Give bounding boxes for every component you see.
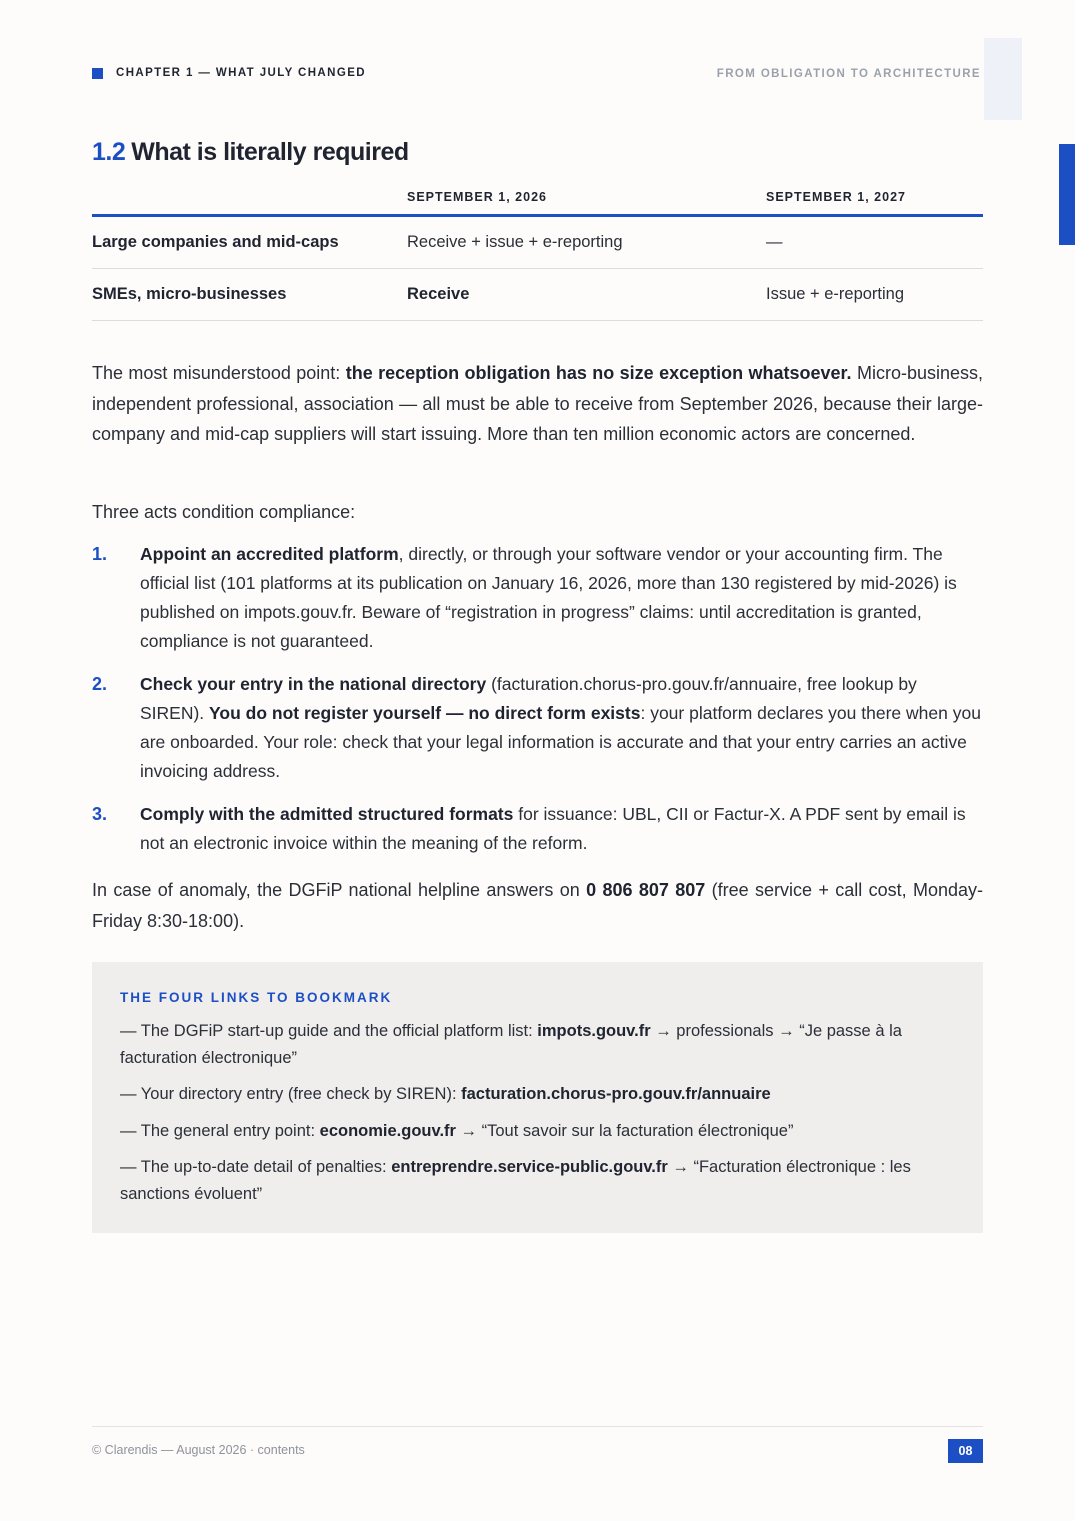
callout-list (120, 1018, 960, 1217)
link-url[interactable]: entreprendre.service-public.gouv.fr (391, 1158, 668, 1176)
list-item-title: Appoint an accredited platform (140, 544, 399, 564)
chapter-marker-square (92, 68, 103, 79)
running-header-right: FROM OBLIGATION TO ARCHITECTURE (716, 68, 981, 80)
link-item-path: → “Facturation électronique : les sanctions évoluent” (120, 1158, 911, 1203)
page-number-badge: 08 (948, 1439, 983, 1463)
section-title: What is literally required (131, 138, 409, 166)
footer-text: © Clarendis — August 2026 · contents (92, 1443, 305, 1457)
link-url[interactable]: economie.gouv.fr (319, 1121, 456, 1140)
links-callout-box (92, 962, 983, 1233)
helpline-rest: (free service + call cost, Monday-Friday 8:30-18:00). (92, 880, 983, 931)
obligations-table (92, 180, 983, 321)
table-cell: Receive + issue + e-reporting (407, 233, 623, 251)
helpline-number: 0 806 807 807 (586, 880, 706, 900)
list-item-text: for issuance: UBL, CII or Factur-X. A PDF sent by email is not an electronic invoice within the meaning of the reform. (140, 804, 966, 853)
section-heading (92, 138, 409, 167)
table-cell: Large companies and mid-caps (92, 233, 339, 251)
link-item (120, 1118, 960, 1145)
running-header-left (92, 67, 366, 79)
table-row (92, 269, 983, 321)
link-item-desc: — The DGFiP start-up guide and the official platform list: (120, 1022, 538, 1040)
chapter-side-tab (1059, 144, 1075, 245)
table-row (92, 217, 983, 269)
helpline-paragraph (92, 875, 983, 936)
table-header-cell: SEPTEMBER 1, 2027 (766, 190, 906, 204)
list-item-text: , directly, or through your software vendor or your accounting firm. The official list (101 platforms at its publication on January 16, 2026, more than 130 registered by mid-2026) is published on impots.gouv.fr. Beware of “registration in progress” claims: until accreditation is granted, compliance is not guaranteed. (140, 544, 957, 651)
intro-paragraph (92, 358, 983, 450)
list-item (92, 670, 983, 786)
link-item-desc: — Your directory entry (free check by SIREN): (120, 1085, 462, 1103)
list-item-title: Check your entry in the national directory (140, 674, 487, 694)
chapter-watermark-shape (984, 38, 1022, 120)
link-item-path: → professionals → “Je passe à la facturation électronique” (120, 1022, 902, 1067)
link-item (120, 1154, 960, 1207)
section-number: 1.2 (92, 138, 126, 166)
list-item-text: : your platform declares you there when you are onboarded. Your role: check that your legal information is accurate and that your entry carries an active invoicing address. (140, 703, 981, 781)
table-cell: — (766, 233, 783, 251)
acts-list (92, 540, 983, 872)
link-url[interactable]: facturation.chorus-pro.gouv.fr/annuaire (461, 1085, 771, 1103)
link-item-desc: — The up-to-date detail of penalties: (120, 1158, 392, 1176)
link-item-desc: — The general entry point: (120, 1121, 320, 1140)
table-cell: Receive (407, 285, 470, 303)
list-item (92, 540, 983, 656)
link-item-path: → “Tout savoir sur la facturation électronique” (455, 1121, 794, 1140)
list-item-text: (facturation.chorus-pro.gouv.fr/annuaire, free lookup by SIREN). (140, 674, 917, 723)
link-url[interactable]: impots.gouv.fr (537, 1022, 651, 1040)
table-header-cell: SEPTEMBER 1, 2026 (407, 190, 547, 204)
list-item-title: Comply with the admitted structured formats (140, 804, 514, 824)
list-item-emphasis: You do not register yourself — no direct form exists (209, 703, 641, 723)
link-item (120, 1018, 960, 1071)
table-cell: SMEs, micro-businesses (92, 285, 287, 303)
link-item (120, 1081, 960, 1108)
helpline-lead: In case of anomaly, the DGFiP national helpline answers on (92, 880, 587, 900)
intro-emphasis: the reception obligation has no size exception whatsoever. (345, 363, 852, 383)
acts-intro: Three acts condition compliance: (92, 502, 356, 522)
table-header-row (92, 180, 983, 217)
intro-rest: Micro-business, independent professional, association — all must be able to receive from September 2026, because their large-company and mid-cap suppliers will start issuing. More than ten million economic actors are concerned. (92, 363, 983, 444)
callout-title: THE FOUR LINKS TO BOOKMARK (120, 990, 393, 1005)
list-item-number: 1. (92, 544, 108, 564)
table-cell: Issue + e-reporting (766, 285, 905, 303)
list-item (92, 800, 983, 858)
list-item-number: 2. (92, 674, 108, 694)
footer-divider (92, 1426, 983, 1427)
chapter-label: CHAPTER 1 — WHAT JULY CHANGED (116, 67, 366, 79)
list-item-number: 3. (92, 804, 108, 824)
intro-lead: The most misunderstood point: (92, 363, 346, 383)
